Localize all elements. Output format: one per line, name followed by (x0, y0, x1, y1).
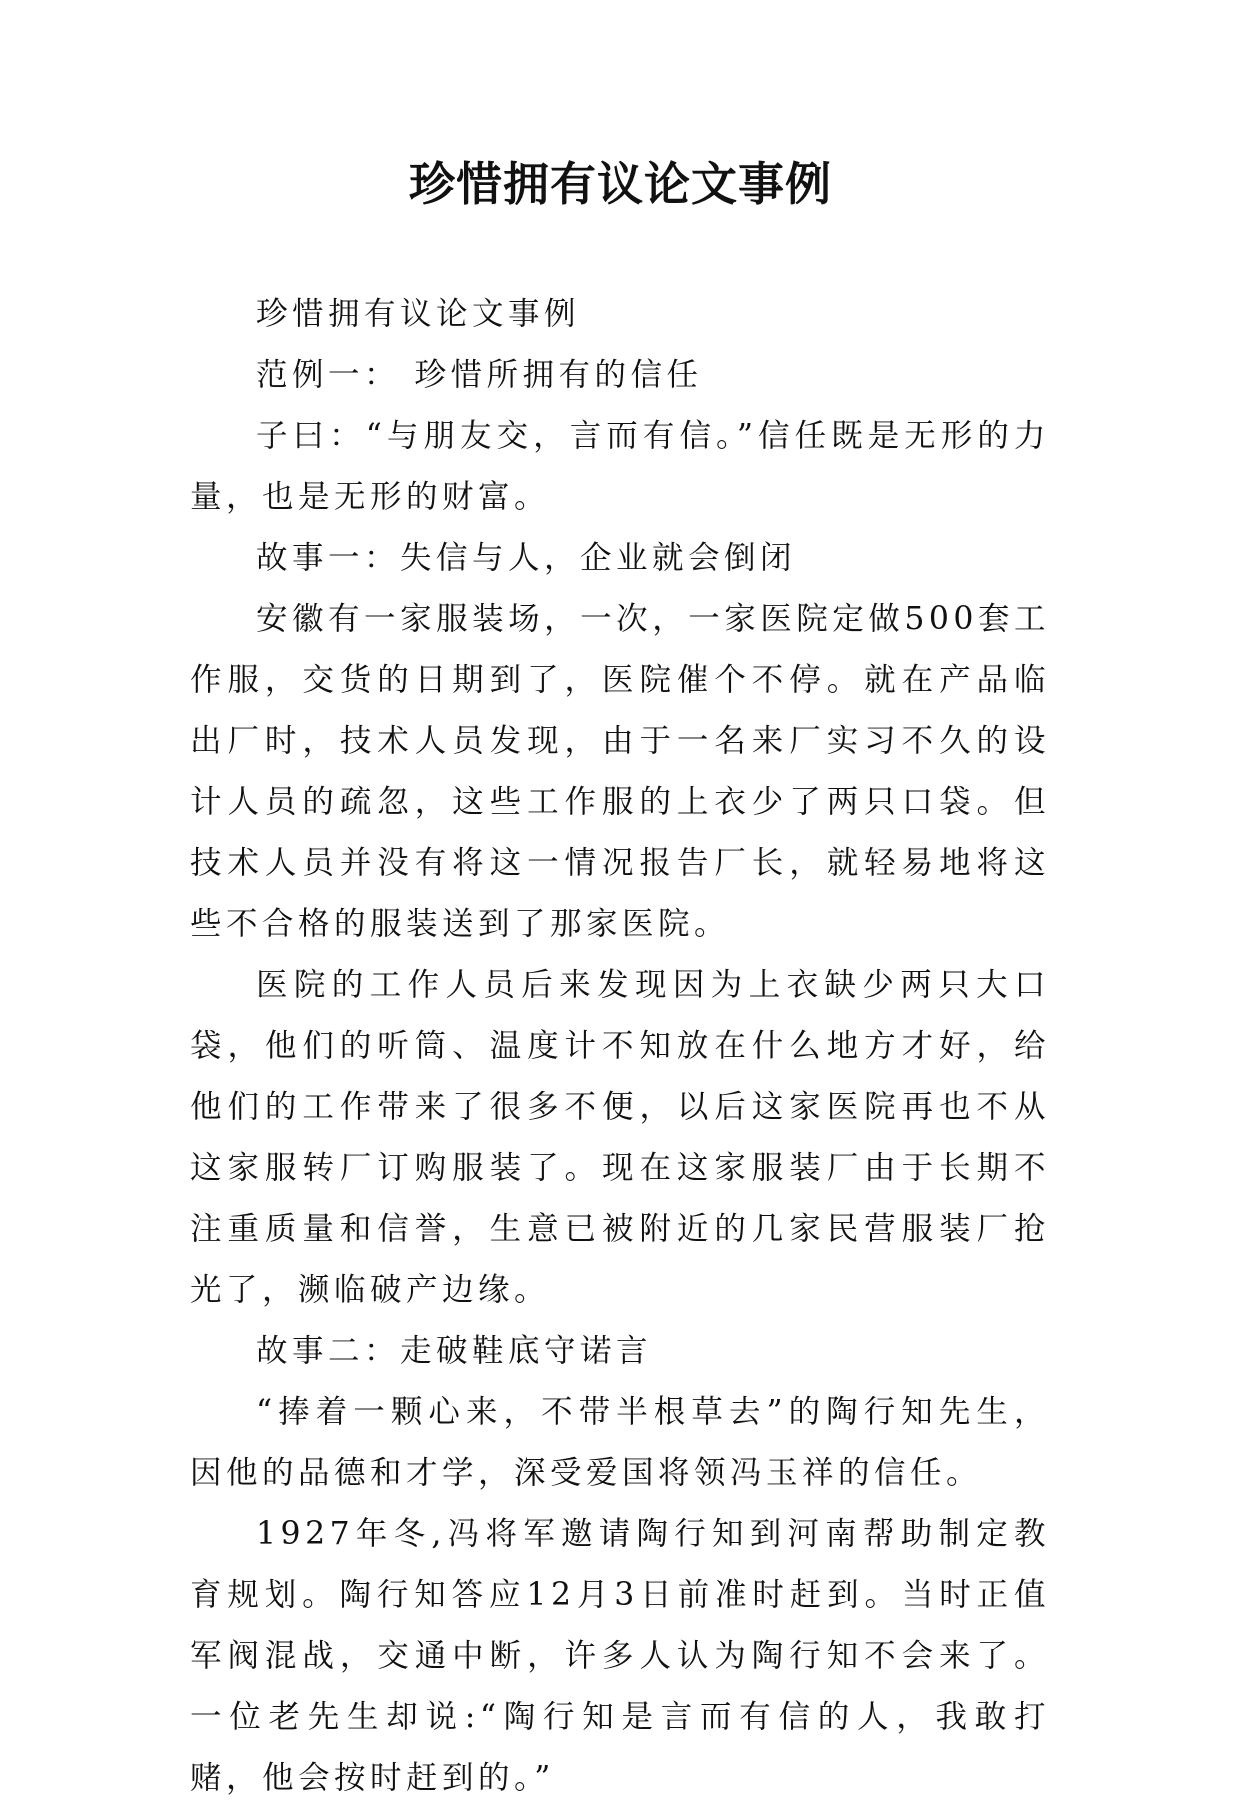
quote-paragraph: 子曰：“与朋友交，言而有信。”信任既是无形的力量，也是无形的财富。 (190, 418, 1050, 515)
story-one-paragraph-continued: 医院的工作人员后来发现因为上衣缺少两只大口袋，他们的听筒、温度计不知放在什么地方才好，给他们的工作带来了很多不便，以后这家医院再也不从这家服转厂订购服装了。现在这家服装厂由于长期不注重质量和信誉，生意已被附近的几家民营服装厂抢光了，濒临破产边缘。 (190, 967, 1050, 1308)
story-two-paragraph-continued: 1927年冬,冯将军邀请陶行知到河南帮助制定教育规划。陶行知答应12月3日前准时赶到。当时正值军阀混战，交通中断，许多人认为陶行知不会来了。一位老先生却说:“陶行知是言而有信的人，我敢打赌，他会按时赶到的。” (190, 1516, 1051, 1796)
document-body (190, 284, 1050, 1809)
example-heading: 范例一： 珍惜所拥有的信任 (256, 357, 703, 393)
story-two-paragraph: “捧着一颗心来，不带半根草去”的陶行知先生，因他的品德和才学，深受爱国将领冯玉祥的信任。 (190, 1394, 1050, 1491)
story-one-heading: 故事一：失信与人，企业就会倒闭 (256, 540, 797, 576)
document-title: 珍惜拥有议论文事例 (409, 157, 832, 211)
intro-heading: 珍惜拥有议论文事例 (256, 296, 581, 332)
story-one-paragraph: 安徽有一家服装场，一次，一家医院定做500套工作服，交货的日期到了，医院催个不停。就在产品临出厂时，技术人员发现，由于一名来厂实习不久的设计人员的疏忽，这些工作服的上衣少了两只口袋。但技术人员并没有将这一情况报告厂长，就轻易地将这些不合格的服装送到了那家医院。 (190, 601, 1050, 942)
story-two-heading: 故事二：走破鞋底守诺言 (256, 1333, 653, 1369)
